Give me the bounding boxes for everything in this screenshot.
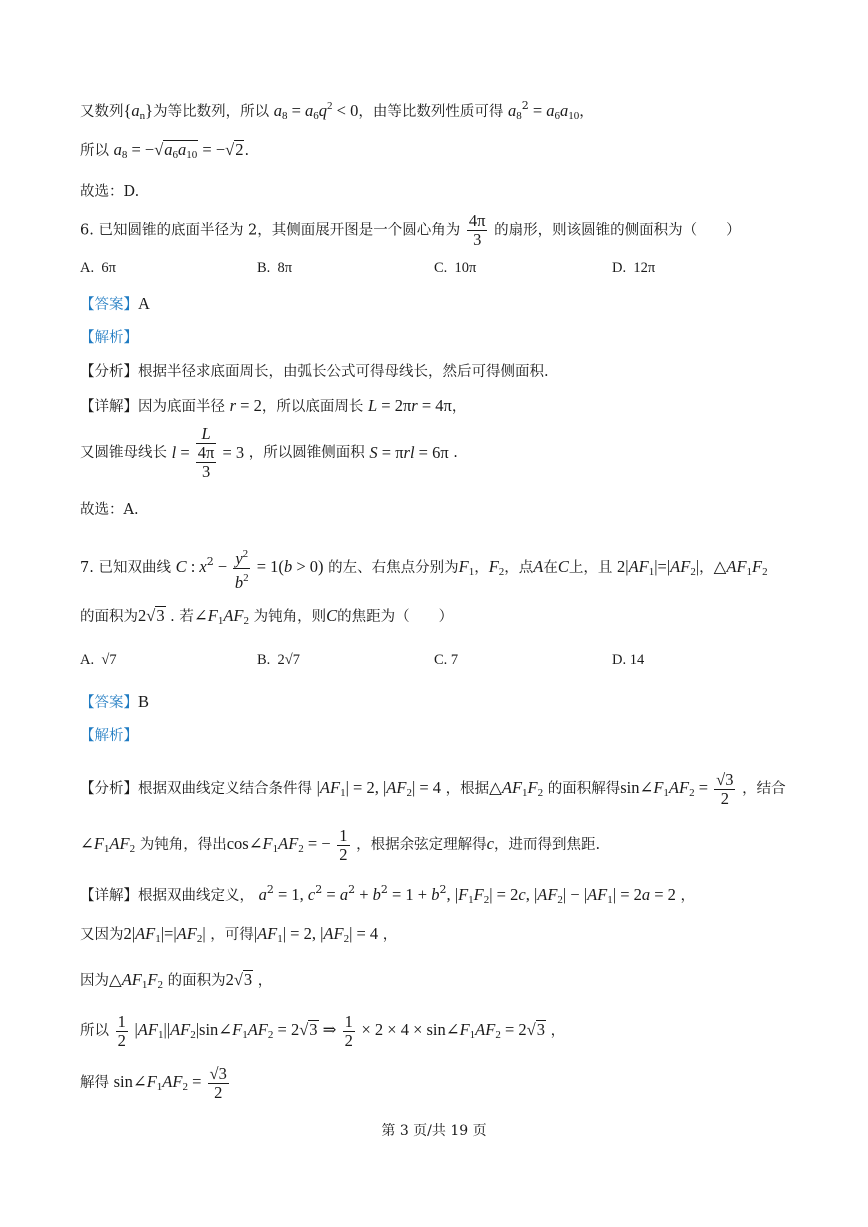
text: 为等比数列，所以 [153,104,270,120]
text: 的面积为 [80,609,138,625]
question-7: 7. 已知双曲线 C : $x^2$ − $\frac{y^2}{b^2}$ = 1(b > 0) 的左、右焦点分别为$F_1$，$F_2$，点A在C上，且 $2|AF_1|=|AF_2|$，$\triangle AF_1F_2$ [80,544,768,592]
answer-tag: 【答案】 [80,695,138,711]
text: ， [680,888,696,904]
text: ， [579,104,594,120]
fraction: $\frac{√3}{2}$ [716,769,734,808]
text: ， [550,1023,566,1039]
text: 的左、右焦点分别为 [328,560,459,576]
text: 根据双曲线定义结合条件得 [138,781,312,797]
text-line-2: 所以 $a_8 = -√a_6a_{10} = -√2$. [80,140,249,165]
jiexi-tag-7: 【解析】 [80,728,138,744]
fraction: $\frac{1}{2}$ [117,1011,126,1050]
text: 因为底面半径 [138,399,225,415]
text: 又圆锥母线长 [80,445,167,461]
text: ，根据 [445,781,490,797]
option-6d: D. 12π [612,260,656,276]
jiexi-tag-6: 【解析】 [80,330,138,346]
text: 因为 [80,973,109,989]
text: 所以 [80,143,109,159]
text: ，点 [504,560,534,576]
text: ， [257,973,273,989]
text: 【详解】 [80,888,138,904]
analysis-7-line-2: $\angle F_1AF_2$ 为钝角，得出$\cos\angle F_1AF_2$ = − $\frac{1}{2}$ ，根据余弦定理解得c，进而得到焦距. [80,825,601,864]
text: ，由等比数列性质可得 [358,104,504,120]
text-line-suoyi: 所以 $\frac{1}{2}$ $|AF_1||AF_2|\sin\angle F_1AF_2 = 2√3$ ⇒ $\frac{1}{2}$ × $2 \times 4 \times \sin\angle F_1AF_2 = 2√3$ ， [80,1011,566,1050]
text-line-1: 又数列$\{a_n\}$为等比数列，所以 $a_8 = a_6q^2 < 0$，由等比数列性质可得 $a_8^2 = a_6a_{10}$， [80,99,594,122]
text: 根据双曲线定义， [138,888,254,904]
text: 又数列 [80,104,124,120]
text: ，可得 [210,927,254,943]
fraction: $\frac{4\pi}{3}$ [468,211,486,249]
text: ，所以底面周长 [261,399,364,415]
text: 的面积为 [167,973,226,989]
option-7a: A. √7 [80,652,117,668]
page-footer: 第 3 页/共 19 页 [381,1123,487,1139]
fraction: $\frac{√3}{2}$ [209,1063,227,1102]
text-line-gu6: 故选：A. [80,502,139,518]
option-6a: A. 6π [80,260,116,276]
slant-height-line: 又圆锥母线长 l = $\frac{L}{\frac{4\pi}{3}}$ = 3 ，所以圆锥侧面积 S = πrl = 6π . [80,424,458,481]
answer-6: 【答案】A [80,294,150,313]
text: . [453,445,458,461]
analysis-7: 【分析】根据双曲线定义结合条件得 $|AF_1| = 2$, $|AF_2| = 4$ ，根据$\triangle AF_1F_2$ 的面积解得$\sin\angle F_1AF_2$ = $\frac{√3}{2}$ ，结合 [80,769,786,808]
detail-7: 【详解】根据双曲线定义， $a^2 = 1$, $c^2 = a^2 + b^2 = 1 + b^2$, $|F_1F_2| = 2c$, $|AF_2| - |AF_1| = 2a = 2$ ， [80,883,696,906]
text: ，进而得到焦距. [493,837,601,853]
text: 的扇形，则该圆锥的侧面积为（ ） [494,222,741,239]
answer-tag: 【答案】 [80,297,138,313]
analysis-6 [80,362,549,382]
text: ，所以圆锥侧面积 [248,445,365,461]
text: ，结合 [742,781,786,797]
option-7b: B. 2√7 [257,652,301,668]
option-6b: B. 8π [257,260,293,276]
question-6 [80,212,741,249]
fraction: $\frac{L}{\frac{4\pi}{3}}$ [197,424,215,481]
fraction: $\frac{1}{2}$ [344,1011,353,1050]
text: ，根据余弦定理解得 [356,837,487,853]
text: ， [451,399,467,415]
answer-7: 【答案】B [80,692,150,711]
text: 的焦距为（ ） [337,609,454,625]
text: 7. 已知双曲线 [80,560,171,576]
text: 在 [543,560,558,576]
option-6c: C. 10π [434,260,477,276]
option-7c: C. 7 [434,652,459,668]
text-line-yinwei: 因为$\triangle AF_1F_2$ 的面积为2√3 ， [80,970,273,991]
text-line-3: 故选：D. [80,184,140,200]
text: 根据半径求底面周长，由弧长公式可得母线长，然后可得侧面积. [138,364,549,380]
text: ， [699,560,714,576]
detail-6: 【详解】因为底面半径 r = 2，所以底面周长 L = 2πr = 4π， [80,396,467,415]
text-line-youweiwei: 又因为$2|AF_1|=|AF_2|$ ，可得$|AF_1| = 2$, $|AF_2| = 4$ ， [80,924,398,945]
text: 6. 已知圆锥的底面半径为 2，其侧面展开图是一个圆心角为 [80,222,461,239]
question-7-line-2: 的面积为2√3 . 若$\angle F_1AF_2$ 为钝角，则C的焦距为（ ） [80,606,454,627]
text: 【详解】 [80,399,138,415]
text: 【分析】 [80,364,138,380]
text: 所以 [80,1023,109,1039]
text: ， [474,560,489,576]
text: 【分析】 [80,781,138,797]
fraction: $\frac{1}{2}$ [339,825,348,864]
text: 又因为 [80,927,124,943]
text: 为钝角，得出 [139,837,227,853]
text: . 若 [170,609,194,625]
text-line-jiede: 解得 $\sin\angle F_1AF_2$ = $\frac{√3}{2}$ [80,1063,227,1102]
text: ， [382,927,398,943]
text: 的面积解得 [547,781,621,797]
text: . [244,143,250,159]
text: 解得 [80,1075,109,1091]
fraction: $\frac{y^2}{b^2}$ [233,545,250,592]
text: 上，且 [568,560,613,576]
text: 为钝角，则 [253,609,327,625]
option-7d: D. 14 [612,652,645,668]
